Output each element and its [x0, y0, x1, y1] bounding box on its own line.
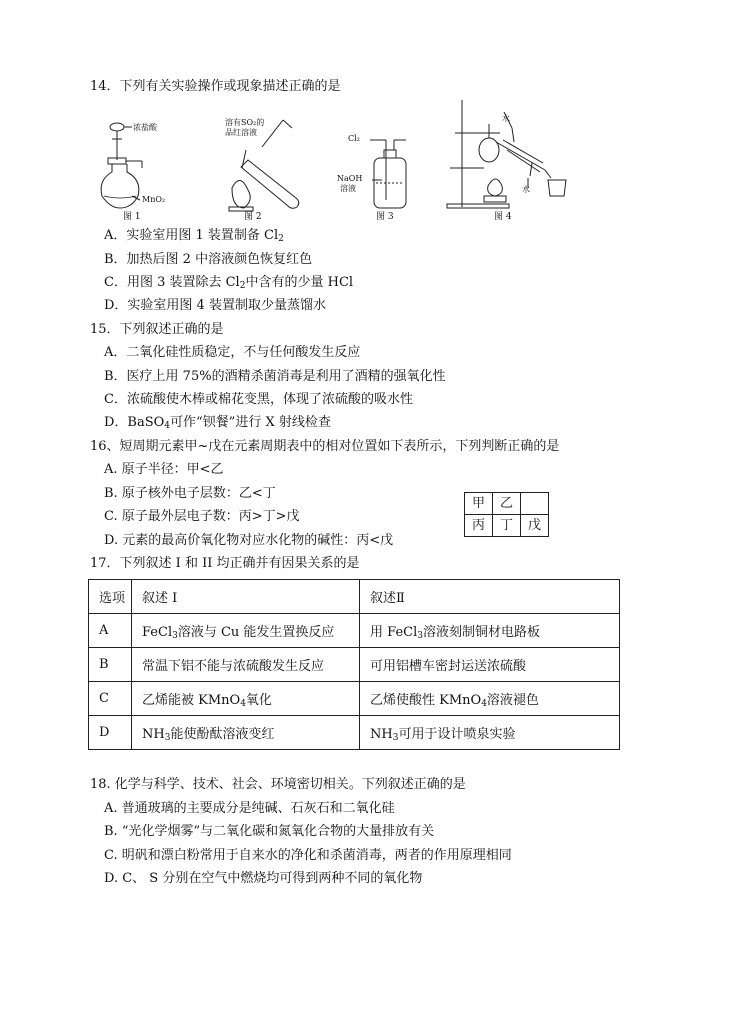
- row-statement-2: 乙烯使酸性 KMnO$_4$溶液褪色: [360, 682, 620, 716]
- q18-option-a: A. 普通玻璃的主要成分是纯碱、石灰石和二氧化硅: [104, 801, 395, 816]
- table-row: [89, 682, 620, 716]
- row-statement-2: $NH_3$可用于设计喷泉实验: [360, 716, 620, 750]
- fig3-solution-label-1: NaOH: [337, 174, 363, 183]
- element-jia: 甲: [465, 493, 493, 515]
- row-statement-1: 常温下铝不能与浓硫酸发生反应: [132, 648, 360, 682]
- q14-option-b: B．加热后图 2 中溶液颜色恢复红色: [104, 252, 313, 267]
- q17-table: [88, 579, 620, 750]
- fig2-caption: 图 2: [244, 212, 262, 222]
- element-ding: 丁: [493, 515, 521, 537]
- fig4-caption: 图 4: [494, 212, 512, 222]
- element-bing: 丙: [465, 515, 493, 537]
- row-statement-1: 乙烯能被 KMnO$_4$氧化: [132, 682, 360, 716]
- row-statement-2: 可用铝槽车密封运送浓硫酸: [360, 648, 620, 682]
- q16-option-a: A. 原子半径：甲<乙: [104, 462, 224, 477]
- q14-apparatus-figures: [0, 0, 737, 230]
- q18-option-b: B. “光化学烟雾”与二氧化碳和氮氧化合物的大量排放有关: [104, 824, 435, 839]
- q15-option-c: C．浓硫酸使木棒或棉花变黑，体现了浓硫酸的吸水性: [104, 392, 413, 407]
- element-empty: [521, 493, 549, 515]
- row-option: C: [89, 682, 132, 716]
- question-18-stem: 18. 化学与科学、技术、社会、环境密切相关。下列叙述正确的是: [90, 777, 466, 792]
- fig2-label-line2: 品红溶液: [225, 128, 257, 137]
- table-row: [89, 614, 620, 648]
- q18-option-d: D. C、 S 分别在空气中燃烧均可得到两种不同的氧化物: [104, 871, 423, 886]
- periodic-position-table: [464, 492, 549, 537]
- row-statement-1: FeCl$_3$溶液与 Cu 能发生置换反应: [132, 614, 360, 648]
- question-17-stem: 17．下列叙述 I 和 II 均正确并有因果关系的是: [90, 556, 360, 571]
- element-wu: 戊: [521, 515, 549, 537]
- fig3-solution-label-2: 溶液: [340, 184, 356, 193]
- fig1-solid-label: MnO₂: [142, 195, 166, 204]
- q16-option-c: C. 原子最外层电子数：丙>丁>戊: [104, 509, 300, 524]
- header-statement-2: 叙述Ⅱ: [360, 580, 620, 614]
- q15-option-b: B．医疗上用 75%的酒精杀菌消毒是利用了酒精的强氧化性: [104, 369, 446, 384]
- table-row: [89, 716, 620, 750]
- question-14-stem: 14．下列有关实验操作或现象描述正确的是: [90, 79, 341, 94]
- fig2-label-line1: 溶有SO₂的: [225, 118, 265, 127]
- fig3-caption: 图 3: [376, 212, 394, 222]
- header-statement-1: 叙述 I: [132, 580, 360, 614]
- row-option: A: [89, 614, 132, 648]
- fig4-water-in-label: 水: [502, 114, 510, 123]
- header-option: 选项: [89, 580, 132, 614]
- q15-option-d: D．BaSO$_4$可作“钡餐”进行 X 射线检查: [104, 415, 331, 431]
- q14-option-c: C．用图 3 装置除去 $Cl_2$中含有的少量 HCl: [104, 275, 354, 291]
- row-statement-1: $NH_3$能使酚酞溶液变红: [132, 716, 360, 750]
- element-yi: 乙: [493, 493, 521, 515]
- fig4-water-out-label: 水: [522, 185, 530, 194]
- q14-option-a: A．实验室用图 1 装置制备 $Cl_2$: [104, 228, 284, 244]
- q18-option-c: C. 明矾和漂白粉常用于自来水的净化和杀菌消毒，两者的作用原理相同: [104, 848, 512, 863]
- table-header-row: [89, 580, 620, 614]
- table-row: [89, 648, 620, 682]
- fig3-washing-bottle: [370, 140, 406, 208]
- fig1-acid-label: 浓盐酸: [133, 123, 157, 132]
- question-15-stem: 15．下列叙述正确的是: [90, 322, 224, 337]
- fig1-flask-apparatus: [101, 123, 142, 208]
- fig3-gas-label: Cl₂: [348, 134, 360, 143]
- row-option: D: [89, 716, 132, 750]
- q16-option-b: B. 原子核外电子层数：乙<丁: [104, 486, 276, 501]
- question-16-stem: 16、短周期元素甲~戊在元素周期表中的相对位置如下表所示，下列判断正确的是: [90, 439, 560, 454]
- row-option: B: [89, 648, 132, 682]
- row-statement-2: 用 FeCl$_3$溶液刻制铜材电路板: [360, 614, 620, 648]
- q14-option-d: D．实验室用图 4 装置制取少量蒸馏水: [104, 298, 326, 313]
- q16-option-d: D. 元素的最高价氧化物对应水化物的碱性：丙<戊: [104, 533, 394, 548]
- q15-option-a: A．二氧化硅性质稳定，不与任何酸发生反应: [104, 345, 361, 360]
- fig1-caption: 图 1: [123, 212, 141, 222]
